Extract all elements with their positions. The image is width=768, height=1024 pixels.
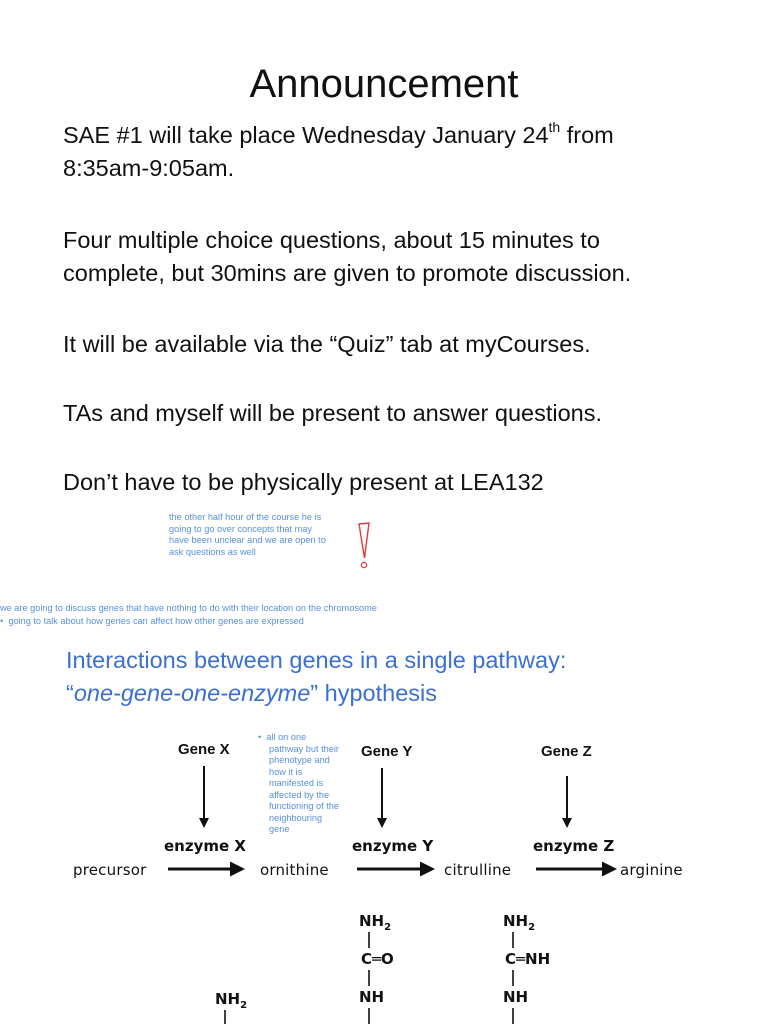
- section-heading-line-1: Interactions between genes in a single pathway:: [66, 647, 567, 673]
- subscript: 2: [528, 922, 536, 933]
- compound-ornithine: ornithine: [260, 861, 329, 879]
- note-line: affected by the: [269, 789, 330, 800]
- enzyme-y-label: enzyme Y: [352, 837, 434, 855]
- note-text: going to talk about how genes can affect how other genes are expressed: [8, 616, 304, 626]
- chem-nh2-citrulline: [359, 912, 391, 933]
- subscript: 2: [384, 922, 392, 933]
- quote-open: “: [66, 680, 74, 706]
- enzyme-z-label: enzyme Z: [533, 837, 615, 855]
- chem-nh-citrulline: NH: [359, 988, 385, 1006]
- superscript: th: [548, 119, 561, 136]
- announcement-line-6: TAs and myself will be present to answer questions.: [63, 400, 603, 426]
- note-line: ask questions as well: [169, 546, 256, 557]
- bullet: •: [258, 732, 262, 742]
- announcement-line-7: Don’t have to be physically present at LEA132: [63, 469, 544, 495]
- note-line: all on one: [266, 732, 307, 742]
- announcement-line-2: 8:35am-9:05am.: [63, 155, 235, 181]
- annotation-note-2: we are going to discuss genes that have nothing to do with their location on the chromosome: [0, 603, 377, 613]
- note-line: going to go over concepts that may: [169, 523, 313, 534]
- note-line: have been unclear and we are open to: [169, 535, 326, 545]
- bullet: •: [0, 616, 4, 626]
- announcement-line-5: It will be available via the “Quiz” tab at myCourses.: [63, 331, 591, 357]
- text: NH: [359, 912, 385, 930]
- text: NH: [215, 990, 241, 1008]
- gene-x-label: Gene X: [178, 741, 230, 758]
- text: from: [560, 122, 614, 148]
- compound-citrulline: citrulline: [444, 861, 512, 879]
- text: NH: [503, 912, 529, 930]
- enzyme-x-label: enzyme X: [164, 837, 246, 855]
- subscript: 2: [240, 1000, 248, 1011]
- chem-nh2-arginine: [503, 912, 535, 933]
- gene-z-label: Gene Z: [541, 743, 592, 760]
- page-title: Announcement: [249, 62, 519, 106]
- note-line: manifested is: [269, 778, 324, 788]
- compound-arginine: arginine: [620, 861, 683, 879]
- note-line: gene: [269, 824, 290, 834]
- compound-precursor: precursor: [73, 861, 147, 879]
- chem-nh2-ornithine: [215, 990, 247, 1011]
- announcement-line-3: Four multiple choice questions, about 15 minutes to: [63, 227, 600, 253]
- text: SAE #1 will take place Wednesday January 24: [63, 122, 549, 148]
- note-line: pathway but their: [269, 743, 339, 754]
- chem-imine: C═NH: [505, 950, 551, 968]
- note-line: neighbouring: [269, 812, 323, 823]
- announcement-line-4: complete, but 30mins are given to promote discussion.: [63, 260, 632, 286]
- italic-term: one-gene-one-enzyme: [73, 680, 311, 706]
- chem-carbonyl: C═O: [361, 950, 394, 968]
- gene-y-label: Gene Y: [361, 743, 413, 760]
- chem-nh-arginine: NH: [503, 988, 529, 1006]
- note-line: how it is: [269, 766, 303, 777]
- note-line: phenotype and: [269, 755, 330, 765]
- note-line: the other half hour of the course he is: [169, 512, 322, 522]
- heading-suffix: ” hypothesis: [310, 680, 437, 706]
- note-line: functioning of the: [269, 801, 339, 811]
